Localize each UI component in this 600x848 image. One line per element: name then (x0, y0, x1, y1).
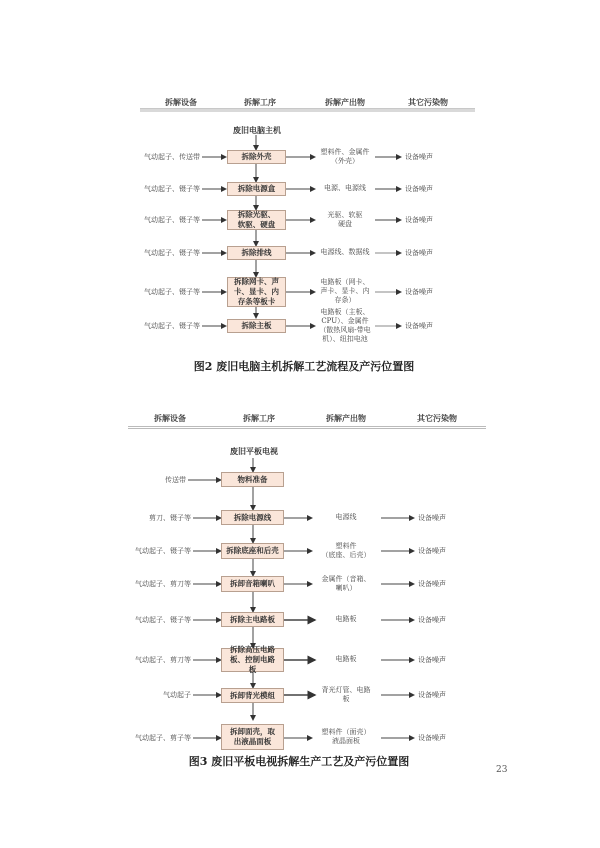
pollutant-label: 设备噪声 (405, 322, 433, 330)
output-label: 塑料件（面壳） 液晶面板 (321, 728, 371, 745)
output-label: 电源线 (335, 513, 357, 521)
pollutant-label: 设备噪声 (405, 153, 433, 161)
equipment-label: 气动起子、镊子等 (135, 547, 191, 555)
process-box: 拆除主板 (227, 319, 286, 333)
output-label: 金属件（音箱、 喇叭） (321, 575, 371, 592)
process-box: 拆除主电路板 (221, 612, 284, 627)
start-node: 废旧平板电视 (230, 446, 278, 456)
header-process: 拆解工序 (243, 413, 275, 423)
process-box: 拆除网卡、声卡、显卡、内存条等板卡 (227, 277, 286, 307)
process-box: 拆除底座和后壳 (221, 543, 284, 559)
pollutant-label: 设备噪声 (405, 216, 433, 224)
output-label: 塑料件、金属件 （外壳） (320, 148, 370, 165)
output-label: 塑料件 （底座、后壳） (321, 542, 371, 559)
header-equipment: 拆解设备 (165, 97, 197, 107)
header-equipment: 拆解设备 (154, 413, 186, 423)
process-box: 拆卸背光模组 (221, 688, 284, 703)
equipment-label: 气动起子、剪刀等 (135, 580, 191, 588)
equipment-label: 气动起子、镊子等 (144, 322, 200, 330)
header-output: 拆解产出物 (325, 97, 365, 107)
header-pollutant: 其它污染物 (408, 97, 448, 107)
header-pollutant: 其它污染物 (417, 413, 457, 423)
pollutant-label: 设备噪声 (418, 616, 446, 624)
process-box: 拆除电源盒 (227, 182, 286, 196)
pollutant-label: 设备噪声 (418, 547, 446, 555)
equipment-label: 气动起子、剪刀等 (135, 656, 191, 664)
start-node: 废旧电脑主机 (233, 125, 281, 135)
process-box: 拆卸音箱喇叭 (221, 576, 284, 592)
equipment-label: 气动起子、剪子等 (135, 734, 191, 742)
output-label: 电源、电源线 (324, 184, 366, 192)
pollutant-label: 设备噪声 (418, 734, 446, 742)
process-box: 物料准备 (221, 472, 284, 487)
equipment-label: 气动起子、镊子等 (144, 249, 200, 257)
header-output: 拆解产出物 (326, 413, 366, 423)
pollutant-label: 设备噪声 (418, 691, 446, 699)
pollutant-label: 设备噪声 (405, 185, 433, 193)
output-label: 电路板（网卡、 声卡、显卡、内 存条） (320, 278, 370, 304)
equipment-label: 气动起子 (163, 691, 191, 699)
figure-caption: 图2 废旧电脑主机拆解工艺流程及产污位置图 (193, 360, 415, 373)
pollutant-label: 设备噪声 (418, 514, 446, 522)
pollutant-label: 设备噪声 (405, 249, 433, 257)
equipment-label: 气动起子、镊子等 (135, 616, 191, 624)
process-box: 拆除外壳 (227, 150, 286, 164)
equipment-label: 传送带 (165, 476, 186, 484)
output-label: 电路板（主板、 CPU）、金属件 （散热风扇-带电 机）、纽扣电池 (319, 308, 371, 343)
process-box: 拆除排线 (227, 246, 286, 260)
pollutant-label: 设备噪声 (418, 580, 446, 588)
equipment-label: 气动起子、镊子等 (144, 185, 200, 193)
equipment-label: 气动起子、镊子等 (144, 216, 200, 224)
equipment-label: 气动起子、镊子等 (144, 288, 200, 296)
equipment-label: 剪刀、镊子等 (149, 514, 191, 522)
header-process: 拆解工序 (244, 97, 276, 107)
process-box: 拆卸面壳，取出液晶面板 (221, 724, 284, 750)
output-label: 背光灯管、电路 板 (321, 686, 371, 703)
output-label: 电路板 (335, 655, 357, 663)
header-divider (128, 426, 486, 429)
output-label: 光驱、软驱 硬盘 (327, 211, 363, 228)
page-number: 23 (496, 765, 508, 775)
process-box: 拆除电源线 (221, 510, 284, 525)
output-label: 电路板 (335, 615, 357, 623)
equipment-label: 气动起子、传送带 (144, 153, 200, 161)
pollutant-label: 设备噪声 (418, 656, 446, 664)
output-label: 电源线、数据线 (320, 248, 370, 256)
figure-caption: 图3 废旧平板电视拆解生产工艺及产污位置图 (188, 755, 410, 768)
process-box: 拆除高压电路板、控制电路板 (221, 648, 284, 672)
process-box: 拆除光驱、软驱、硬盘 (227, 210, 286, 230)
pollutant-label: 设备噪声 (405, 288, 433, 296)
